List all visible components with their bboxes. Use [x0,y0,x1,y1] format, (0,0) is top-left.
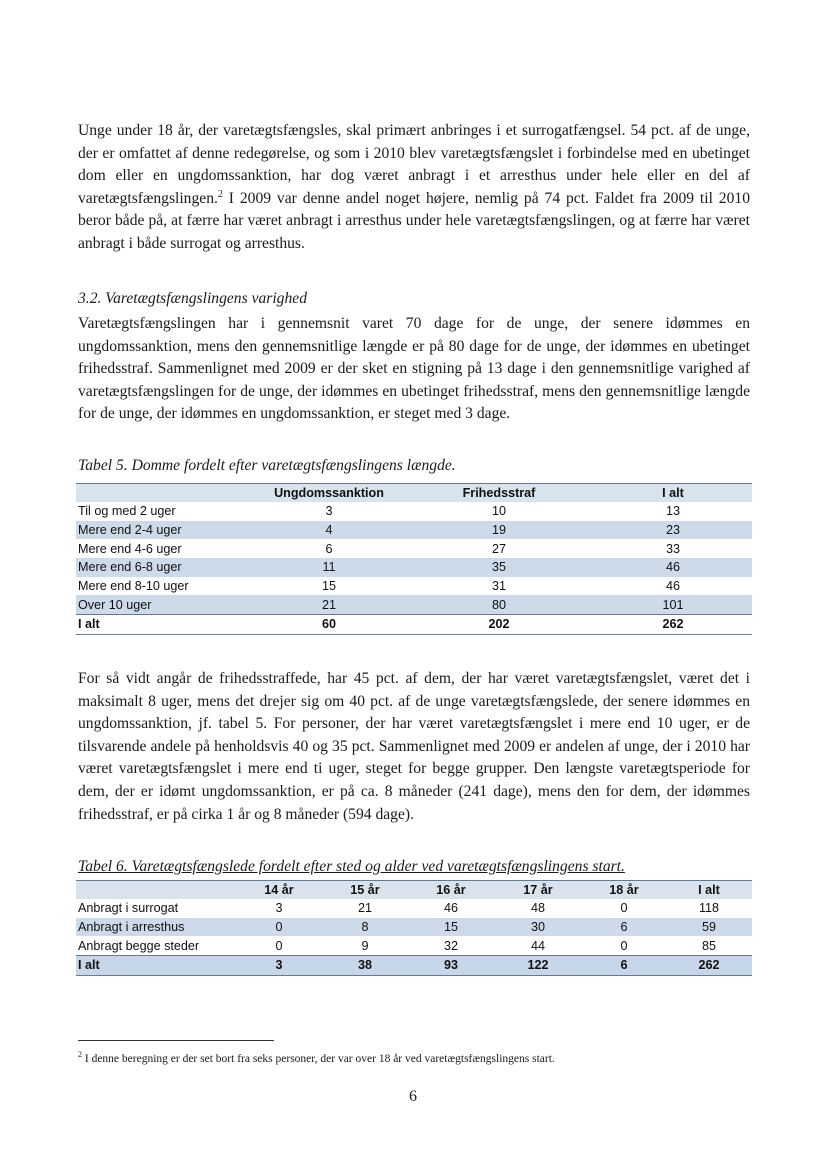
paragraph-2: Varetægtsfængslingen har i gennemsnit varet 70 dage for de unge, der senere idømmes en ungdomssanktion, mens den gennemsnitlige længde er på 80 dage for de unge, der idømmes en ubetinget frihedsstraf. Sammenlignet med 2009 er der sket en stigning på 13 dage i den gennemsnitlige varighed af varetægtsfængslingen for de unge, der idømmes en ubetinget frihedsstraf, mens den gennemsnitlige længde for de unge, der idømmes en ungdomssanktion, er steget med 3 dage. [78,315,750,423]
cell: 46 [594,558,752,577]
table5-total-row [76,615,752,635]
cell: 8 [322,918,408,937]
row-label: Mere end 2-4 uger [76,521,254,540]
cell: 0 [275,938,283,953]
table6-header-blank [76,881,236,900]
cell: 0 [620,938,628,953]
cell: 15 [321,579,336,594]
cell: 38 [322,956,408,976]
cell: 35 [404,558,594,577]
cell: 44 [530,938,545,953]
cell: 93 [408,956,494,976]
cell: 6 [582,956,666,976]
cell: 10 [491,504,506,519]
cell: 48 [530,901,545,916]
table-row [76,558,752,577]
table-row [76,595,752,614]
table-row [76,577,752,596]
cell: 15 [408,918,494,937]
cell: 46 [443,901,458,916]
table5-header-ungdomssanktion: Ungdomssanktion [254,484,404,503]
row-label: I alt [76,956,236,976]
cell: 31 [491,579,506,594]
footnote-ref[interactable]: 2 [217,188,223,200]
paragraph-1-text: Unge under 18 år, der varetægtsfængsles, skal primært anbringes i et surrogatfængsel. 54 pct. af de unge, der er omfattet af denne redegørelse, og som i 2010 blev varetægtsfængslet i forbindelse med en ubetinget dom eller en ungdomssanktion, har dog været anbragt i et arresthus under hele eller en del af varetægtsfængslingen. [78,122,750,207]
table6-header-15: 15 år [322,881,408,900]
cell: 3 [275,901,283,916]
cell: 23 [594,521,752,540]
cell: 118 [698,901,720,916]
cell: 6 [582,918,666,937]
row-label: Mere end 6-8 uger [76,558,254,577]
cell: 6 [325,541,333,556]
table5-header-row [76,484,752,503]
table6-header-17: 17 år [494,881,582,900]
cell: 30 [494,918,582,937]
cell: 27 [491,541,506,556]
cell: 60 [254,615,404,635]
row-label: Anbragt begge steder [78,938,200,953]
paragraph-3: For så vidt angår de frihedsstraffede, har 45 pct. af dem, der har været varetægtsfængslet, været det i maksimalt 8 uger, mens det drejer sig om 40 pct. af de unge varetægtsfængslede, der senere idømmes en ungdomssanktion, jf. tabel 5. For personer, der har været varetægtsfængslet i mere end 10 uger, er de tilsvarende andele på henholdsvis 40 og 35 pct. Sammenlignet med 2009 er andelen af unge, der i 2010 har været varetægtsfængslet i mere end ti uger, steget for begge grupper. Den længste varetægtsperiode for dem, der er idømt ungdomssanktion, er på ca. 8 måneder (241 dage), mens den for dem, der idømmes frihedsstraf, er på cirka 1 år og 8 måneder (594 dage). [78,670,750,823]
row-label: Anbragt i arresthus [76,918,236,937]
table5-header-frihedsstraf: Frihedsstraf [404,484,594,503]
cell: 3 [325,504,333,519]
cell: 0 [620,901,628,916]
cell: 32 [443,938,458,953]
footnote-marker: 2 [78,1050,82,1060]
cell: 13 [665,504,680,519]
table-row [76,936,752,955]
table6-header-18: 18 år [582,881,666,900]
table-row [76,899,752,918]
cell: 21 [357,901,372,916]
footnote [78,1050,555,1065]
table6-header-16: 16 år [408,881,494,900]
table-row [76,502,752,521]
row-label: Til og med 2 uger [78,504,176,519]
table5-caption: Tabel 5. Domme fordelt efter varetægtsfængslingens længde. [78,457,456,474]
footnote-text: I denne beregning er der set bort fra seks personer, der var over 18 år ved varetægtsfængslingens start. [82,1053,555,1065]
row-label: Mere end 8-10 uger [78,579,189,594]
cell: 80 [404,595,594,614]
cell: 9 [361,938,369,953]
cell: 262 [666,956,752,976]
table5-header-total: I alt [594,484,752,503]
cell: 85 [701,938,716,953]
cell: 46 [665,579,680,594]
table5 [76,483,752,635]
cell: 19 [404,521,594,540]
paragraph-1 [78,120,750,256]
table6-header-row [76,881,752,900]
page-number: 6 [409,1088,417,1105]
cell: 0 [236,918,322,937]
cell: 33 [665,541,680,556]
table6-total-row [76,956,752,976]
row-label: Mere end 4-6 uger [78,541,182,556]
table6-header-14: 14 år [236,881,322,900]
cell: 262 [594,615,752,635]
paragraph-1-rest: I 2009 var denne andel noget højere, nemlig på 74 pct. Faldet fra 2009 til 2010 beror både på, at færre har været anbragt i arresthus under hele varetægtsfængslingen, og at færre har været anbragt i både surrogat og arresthus. [78,189,750,252]
table-row [76,521,752,540]
table-row [76,539,752,558]
table6 [76,880,752,976]
section-heading: 3.2. Varetægtsfængslingens varighed [78,290,307,307]
table-row [76,918,752,937]
cell: 3 [236,956,322,976]
cell: 202 [404,615,594,635]
row-label: I alt [76,615,254,635]
cell: 21 [254,595,404,614]
row-label: Anbragt i surrogat [78,901,179,916]
cell: 11 [254,558,404,577]
cell: 59 [666,918,752,937]
row-label: Over 10 uger [76,595,254,614]
footnote-divider [78,1040,274,1041]
table6-caption: Tabel 6. Varetægtsfængslede fordelt efter sted og alder ved varetægtsfængslingens start. [78,858,625,875]
cell: 101 [594,595,752,614]
table6-header-total: I alt [666,881,752,900]
table5-header-blank [76,484,254,503]
cell: 122 [494,956,582,976]
cell: 4 [254,521,404,540]
